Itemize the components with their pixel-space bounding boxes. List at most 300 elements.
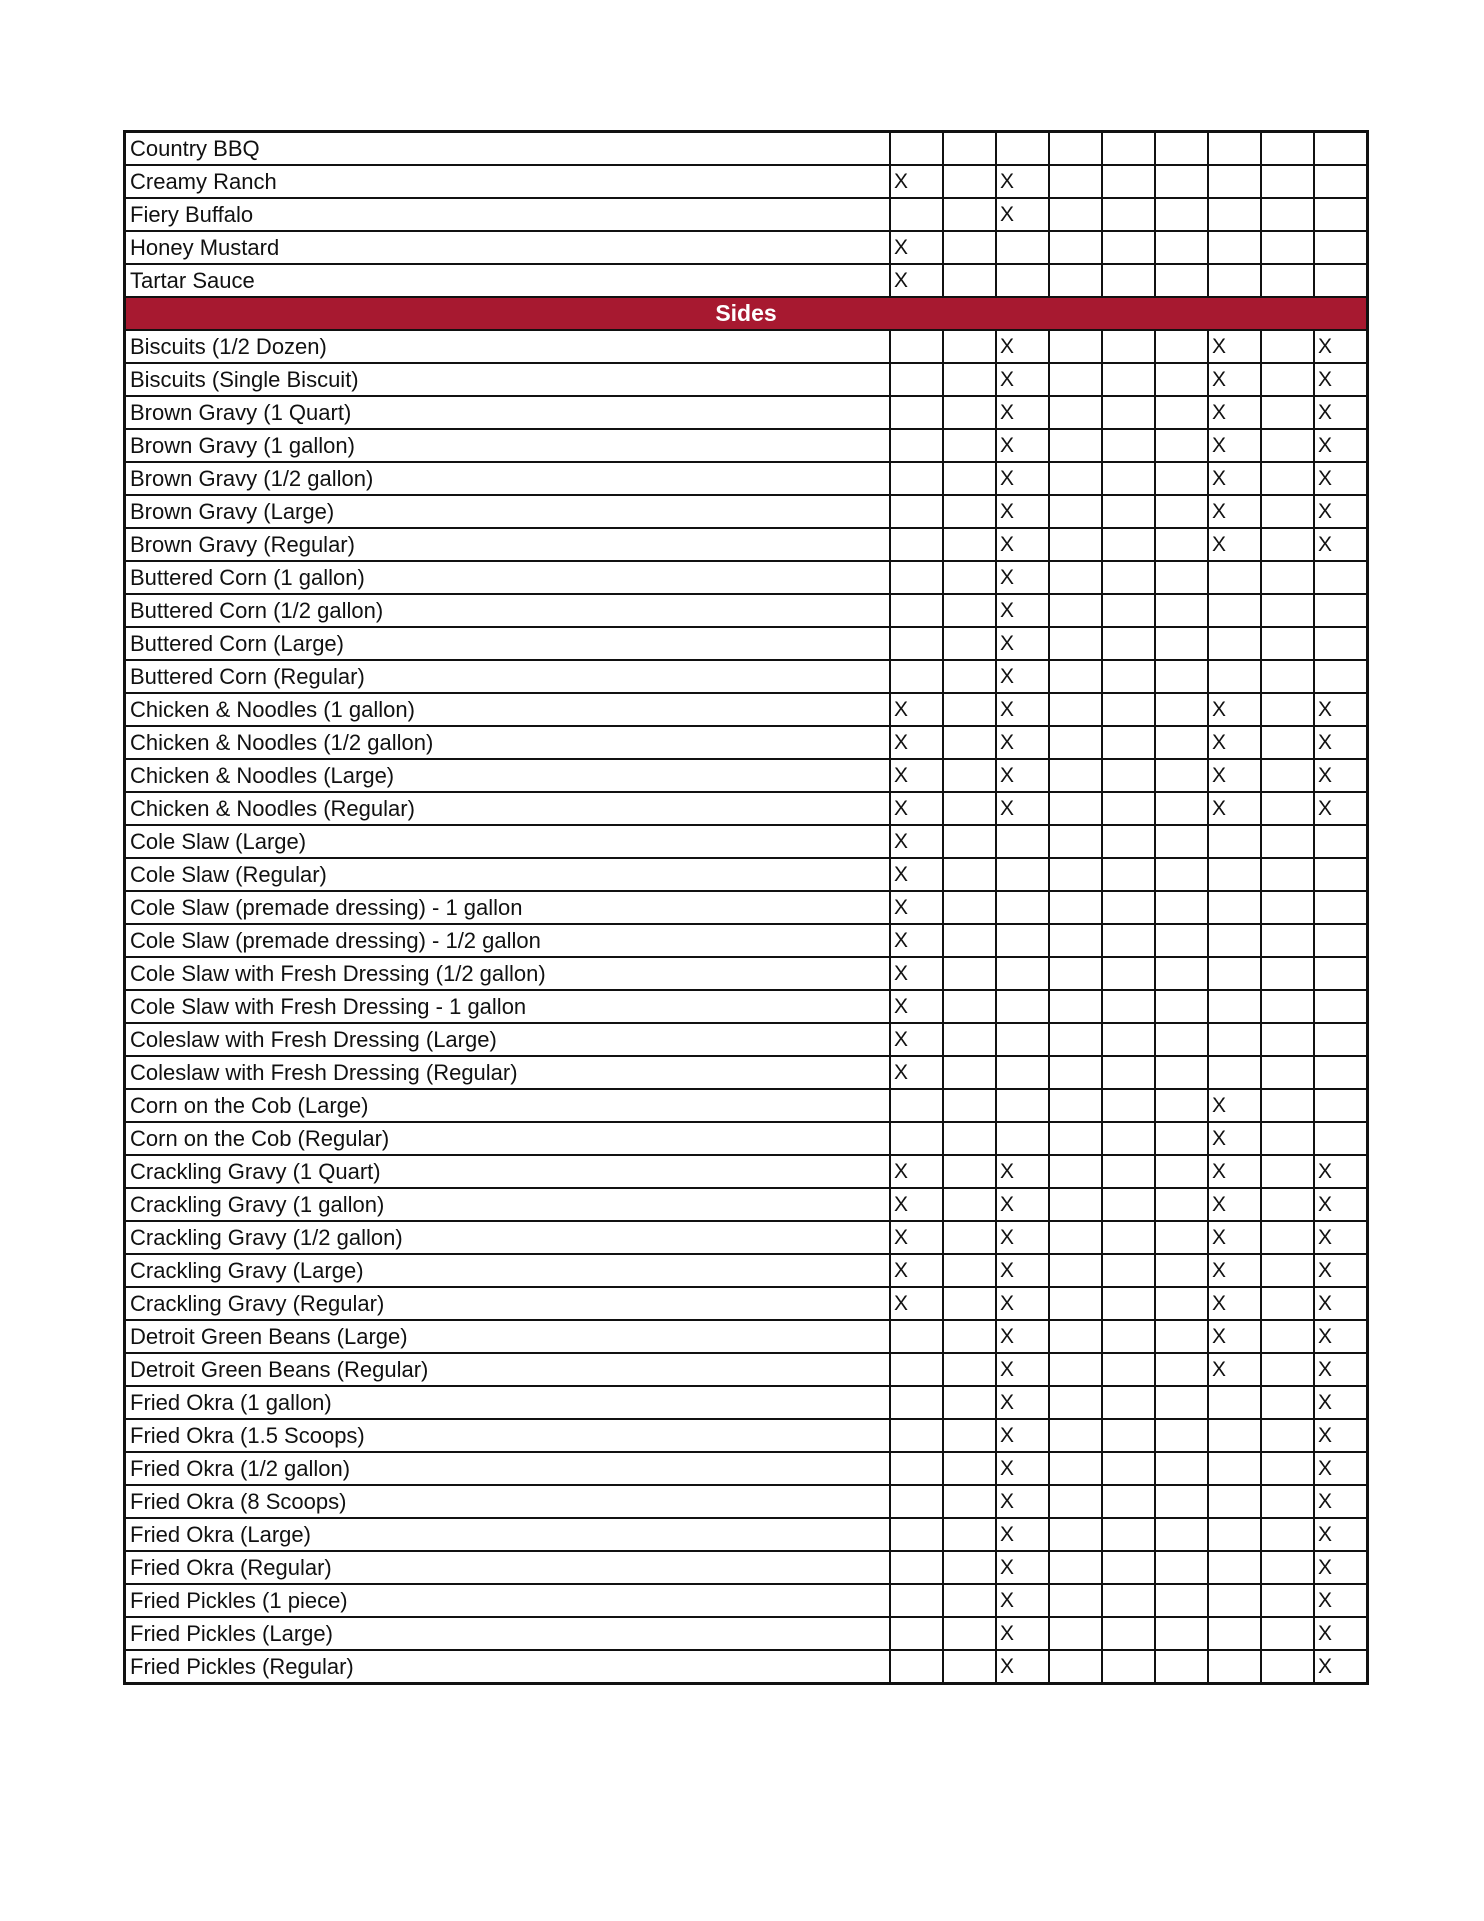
mark-cell bbox=[943, 198, 996, 231]
mark-cell bbox=[1102, 1023, 1155, 1056]
mark-cell: X bbox=[996, 1254, 1049, 1287]
mark-cell bbox=[1208, 1617, 1261, 1650]
mark-cell bbox=[890, 330, 943, 363]
mark-cell bbox=[943, 1452, 996, 1485]
mark-cell bbox=[1049, 957, 1102, 990]
mark-cell: X bbox=[1208, 759, 1261, 792]
mark-cell bbox=[1155, 1650, 1208, 1684]
mark-cell bbox=[1102, 165, 1155, 198]
mark-cell bbox=[1155, 924, 1208, 957]
mark-cell bbox=[996, 231, 1049, 264]
mark-cell bbox=[890, 627, 943, 660]
mark-cell: X bbox=[1314, 1386, 1368, 1419]
mark-cell bbox=[943, 429, 996, 462]
mark-cell bbox=[1208, 1056, 1261, 1089]
mark-cell bbox=[890, 1518, 943, 1551]
item-name-cell: Fried Pickles (Large) bbox=[125, 1617, 891, 1650]
mark-cell bbox=[1155, 1221, 1208, 1254]
table-row bbox=[125, 759, 1368, 792]
mark-cell bbox=[1102, 1254, 1155, 1287]
item-name-cell: Detroit Green Beans (Regular) bbox=[125, 1353, 891, 1386]
table-row bbox=[125, 132, 1368, 166]
mark-cell bbox=[943, 957, 996, 990]
mark-cell bbox=[1261, 1584, 1314, 1617]
mark-cell bbox=[1155, 1617, 1208, 1650]
mark-cell bbox=[890, 528, 943, 561]
section-header-row bbox=[125, 297, 1368, 330]
mark-cell bbox=[1049, 858, 1102, 891]
mark-cell bbox=[943, 1485, 996, 1518]
mark-cell: X bbox=[1314, 495, 1368, 528]
mark-cell bbox=[890, 1650, 943, 1684]
mark-cell bbox=[1208, 627, 1261, 660]
mark-cell: X bbox=[1314, 759, 1368, 792]
mark-cell bbox=[1314, 1023, 1368, 1056]
mark-cell bbox=[1314, 858, 1368, 891]
mark-cell bbox=[943, 561, 996, 594]
mark-cell: X bbox=[890, 1023, 943, 1056]
mark-cell: X bbox=[996, 660, 1049, 693]
mark-cell bbox=[996, 1122, 1049, 1155]
mark-cell bbox=[1208, 1551, 1261, 1584]
mark-cell bbox=[1155, 858, 1208, 891]
mark-cell: X bbox=[996, 528, 1049, 561]
mark-cell bbox=[1049, 198, 1102, 231]
mark-cell: X bbox=[996, 429, 1049, 462]
mark-cell bbox=[1314, 264, 1368, 297]
mark-cell bbox=[1102, 1089, 1155, 1122]
mark-cell: X bbox=[1314, 792, 1368, 825]
mark-cell: X bbox=[1314, 1650, 1368, 1684]
mark-cell: X bbox=[1314, 1353, 1368, 1386]
mark-cell bbox=[1155, 132, 1208, 166]
mark-cell bbox=[1102, 528, 1155, 561]
mark-cell bbox=[1314, 1056, 1368, 1089]
mark-cell: X bbox=[996, 1551, 1049, 1584]
mark-cell bbox=[1155, 1551, 1208, 1584]
mark-cell bbox=[1102, 1386, 1155, 1419]
mark-cell bbox=[943, 660, 996, 693]
mark-cell bbox=[1208, 1452, 1261, 1485]
mark-cell bbox=[890, 1089, 943, 1122]
mark-cell bbox=[1102, 891, 1155, 924]
item-name-cell: Fried Okra (1.5 Scoops) bbox=[125, 1419, 891, 1452]
mark-cell bbox=[1102, 231, 1155, 264]
mark-cell: X bbox=[1208, 1287, 1261, 1320]
mark-cell bbox=[1208, 1518, 1261, 1551]
mark-cell bbox=[1261, 1650, 1314, 1684]
mark-cell bbox=[1208, 1386, 1261, 1419]
mark-cell: X bbox=[890, 825, 943, 858]
mark-cell bbox=[1155, 990, 1208, 1023]
mark-cell: X bbox=[996, 1221, 1049, 1254]
mark-cell bbox=[1049, 1320, 1102, 1353]
mark-cell: X bbox=[890, 726, 943, 759]
item-name-cell: Detroit Green Beans (Large) bbox=[125, 1320, 891, 1353]
mark-cell: X bbox=[890, 1254, 943, 1287]
mark-cell: X bbox=[1208, 1188, 1261, 1221]
mark-cell bbox=[890, 1386, 943, 1419]
mark-cell bbox=[996, 132, 1049, 166]
mark-cell bbox=[890, 462, 943, 495]
mark-cell bbox=[890, 363, 943, 396]
table-row bbox=[125, 462, 1368, 495]
mark-cell bbox=[1208, 1650, 1261, 1684]
item-name-cell: Chicken & Noodles (Regular) bbox=[125, 792, 891, 825]
item-name-cell: Cole Slaw (premade dressing) - 1/2 gallon bbox=[125, 924, 891, 957]
mark-cell bbox=[1049, 495, 1102, 528]
table-row bbox=[125, 990, 1368, 1023]
mark-cell bbox=[1314, 594, 1368, 627]
mark-cell: X bbox=[1208, 429, 1261, 462]
mark-cell: X bbox=[1208, 693, 1261, 726]
mark-cell: X bbox=[890, 1056, 943, 1089]
mark-cell bbox=[1049, 594, 1102, 627]
item-name-cell: Brown Gravy (Regular) bbox=[125, 528, 891, 561]
mark-cell bbox=[890, 495, 943, 528]
mark-cell bbox=[1049, 462, 1102, 495]
mark-cell bbox=[1155, 759, 1208, 792]
mark-cell bbox=[943, 528, 996, 561]
mark-cell bbox=[1314, 231, 1368, 264]
mark-cell bbox=[1261, 1056, 1314, 1089]
mark-cell: X bbox=[1314, 1254, 1368, 1287]
mark-cell bbox=[943, 330, 996, 363]
table-row bbox=[125, 1551, 1368, 1584]
mark-cell bbox=[943, 1023, 996, 1056]
mark-cell bbox=[1314, 924, 1368, 957]
mark-cell bbox=[1208, 858, 1261, 891]
mark-cell bbox=[1261, 792, 1314, 825]
mark-cell bbox=[1102, 1188, 1155, 1221]
table-row bbox=[125, 1584, 1368, 1617]
mark-cell bbox=[1261, 330, 1314, 363]
mark-cell bbox=[1208, 594, 1261, 627]
mark-cell bbox=[1155, 1452, 1208, 1485]
table-row bbox=[125, 429, 1368, 462]
mark-cell bbox=[1314, 990, 1368, 1023]
table-row bbox=[125, 957, 1368, 990]
mark-cell: X bbox=[996, 1584, 1049, 1617]
mark-cell bbox=[890, 660, 943, 693]
item-name-cell: Cole Slaw (Large) bbox=[125, 825, 891, 858]
mark-cell bbox=[1261, 1287, 1314, 1320]
mark-cell bbox=[1314, 1089, 1368, 1122]
mark-cell bbox=[1155, 363, 1208, 396]
mark-cell bbox=[1261, 1419, 1314, 1452]
mark-cell bbox=[1261, 1320, 1314, 1353]
mark-cell bbox=[1102, 627, 1155, 660]
mark-cell bbox=[1049, 693, 1102, 726]
mark-cell bbox=[1155, 396, 1208, 429]
item-name-cell: Crackling Gravy (1/2 gallon) bbox=[125, 1221, 891, 1254]
mark-cell bbox=[943, 759, 996, 792]
mark-cell bbox=[943, 165, 996, 198]
mark-cell bbox=[1049, 1584, 1102, 1617]
mark-cell bbox=[943, 363, 996, 396]
mark-cell: X bbox=[996, 1617, 1049, 1650]
mark-cell bbox=[1314, 561, 1368, 594]
mark-cell: X bbox=[1208, 1089, 1261, 1122]
mark-cell bbox=[890, 1419, 943, 1452]
mark-cell bbox=[996, 1056, 1049, 1089]
mark-cell bbox=[1208, 825, 1261, 858]
mark-cell bbox=[943, 1419, 996, 1452]
mark-cell bbox=[1102, 957, 1155, 990]
item-name-cell: Fiery Buffalo bbox=[125, 198, 891, 231]
mark-cell bbox=[1208, 132, 1261, 166]
mark-cell bbox=[1102, 594, 1155, 627]
mark-cell bbox=[1261, 429, 1314, 462]
mark-cell bbox=[1049, 528, 1102, 561]
mark-cell bbox=[1208, 561, 1261, 594]
item-name-cell: Coleslaw with Fresh Dressing (Large) bbox=[125, 1023, 891, 1056]
mark-cell: X bbox=[1208, 1353, 1261, 1386]
mark-cell: X bbox=[996, 165, 1049, 198]
item-name-cell: Buttered Corn (1/2 gallon) bbox=[125, 594, 891, 627]
mark-cell bbox=[1314, 198, 1368, 231]
item-name-cell: Fried Okra (8 Scoops) bbox=[125, 1485, 891, 1518]
mark-cell bbox=[1102, 363, 1155, 396]
mark-cell bbox=[1049, 726, 1102, 759]
mark-cell: X bbox=[996, 594, 1049, 627]
mark-cell bbox=[1102, 396, 1155, 429]
item-name-cell: Fried Okra (1/2 gallon) bbox=[125, 1452, 891, 1485]
table-row bbox=[125, 1188, 1368, 1221]
table-row bbox=[125, 561, 1368, 594]
mark-cell bbox=[1208, 1584, 1261, 1617]
mark-cell bbox=[1049, 561, 1102, 594]
mark-cell bbox=[1049, 1650, 1102, 1684]
mark-cell bbox=[1314, 627, 1368, 660]
mark-cell: X bbox=[890, 165, 943, 198]
mark-cell: X bbox=[890, 231, 943, 264]
mark-cell: X bbox=[1314, 1584, 1368, 1617]
mark-cell bbox=[1314, 1122, 1368, 1155]
mark-cell bbox=[1049, 396, 1102, 429]
mark-cell: X bbox=[1208, 1221, 1261, 1254]
mark-cell bbox=[1314, 660, 1368, 693]
mark-cell bbox=[1155, 1485, 1208, 1518]
mark-cell: X bbox=[996, 627, 1049, 660]
mark-cell bbox=[1102, 693, 1155, 726]
mark-cell: X bbox=[996, 1518, 1049, 1551]
mark-cell bbox=[943, 1056, 996, 1089]
mark-cell bbox=[1102, 561, 1155, 594]
mark-cell bbox=[1049, 1188, 1102, 1221]
table-row bbox=[125, 396, 1368, 429]
mark-cell: X bbox=[1314, 1221, 1368, 1254]
mark-cell bbox=[1102, 1287, 1155, 1320]
mark-cell bbox=[1049, 990, 1102, 1023]
item-name-cell: Buttered Corn (Regular) bbox=[125, 660, 891, 693]
mark-cell: X bbox=[1314, 1617, 1368, 1650]
mark-cell bbox=[1102, 990, 1155, 1023]
item-name-cell: Corn on the Cob (Large) bbox=[125, 1089, 891, 1122]
mark-cell bbox=[943, 132, 996, 166]
mark-cell bbox=[1049, 231, 1102, 264]
mark-cell bbox=[1102, 726, 1155, 759]
mark-cell bbox=[1049, 1518, 1102, 1551]
mark-cell bbox=[1261, 1353, 1314, 1386]
item-name-cell: Honey Mustard bbox=[125, 231, 891, 264]
mark-cell bbox=[1049, 1155, 1102, 1188]
table-row bbox=[125, 528, 1368, 561]
mark-cell bbox=[1155, 231, 1208, 264]
mark-cell: X bbox=[996, 1353, 1049, 1386]
mark-cell bbox=[996, 1023, 1049, 1056]
table-row bbox=[125, 264, 1368, 297]
item-name-cell: Fried Okra (Large) bbox=[125, 1518, 891, 1551]
mark-cell bbox=[1314, 891, 1368, 924]
mark-cell bbox=[1049, 1485, 1102, 1518]
mark-cell: X bbox=[1314, 1188, 1368, 1221]
mark-cell: X bbox=[890, 693, 943, 726]
mark-cell: X bbox=[890, 924, 943, 957]
mark-cell bbox=[890, 1617, 943, 1650]
mark-cell bbox=[1261, 759, 1314, 792]
item-name-cell: Buttered Corn (1 gallon) bbox=[125, 561, 891, 594]
mark-cell bbox=[1155, 660, 1208, 693]
item-name-cell: Chicken & Noodles (1/2 gallon) bbox=[125, 726, 891, 759]
mark-cell bbox=[890, 1320, 943, 1353]
mark-cell bbox=[1261, 1254, 1314, 1287]
mark-cell: X bbox=[890, 1155, 943, 1188]
mark-cell bbox=[890, 1551, 943, 1584]
mark-cell bbox=[1102, 660, 1155, 693]
mark-cell: X bbox=[996, 1155, 1049, 1188]
item-name-cell: Crackling Gravy (Regular) bbox=[125, 1287, 891, 1320]
mark-cell: X bbox=[1314, 1518, 1368, 1551]
mark-cell: X bbox=[1314, 330, 1368, 363]
mark-cell bbox=[1155, 1287, 1208, 1320]
mark-cell bbox=[1155, 792, 1208, 825]
mark-cell: X bbox=[1314, 528, 1368, 561]
table-row bbox=[125, 1452, 1368, 1485]
mark-cell bbox=[1102, 1353, 1155, 1386]
mark-cell bbox=[1155, 561, 1208, 594]
mark-cell bbox=[1261, 990, 1314, 1023]
table-row bbox=[125, 363, 1368, 396]
mark-cell bbox=[1049, 429, 1102, 462]
mark-cell bbox=[890, 1452, 943, 1485]
mark-cell bbox=[890, 1485, 943, 1518]
mark-cell bbox=[943, 594, 996, 627]
mark-cell bbox=[1155, 693, 1208, 726]
mark-cell bbox=[943, 462, 996, 495]
table-row bbox=[125, 1254, 1368, 1287]
mark-cell bbox=[1261, 726, 1314, 759]
mark-cell bbox=[943, 1386, 996, 1419]
mark-cell bbox=[1208, 660, 1261, 693]
table-row bbox=[125, 1518, 1368, 1551]
mark-cell: X bbox=[996, 1485, 1049, 1518]
table-row bbox=[125, 924, 1368, 957]
mark-cell bbox=[1155, 1386, 1208, 1419]
mark-cell bbox=[943, 1155, 996, 1188]
mark-cell: X bbox=[1208, 1254, 1261, 1287]
mark-cell bbox=[1102, 429, 1155, 462]
mark-cell bbox=[1155, 1188, 1208, 1221]
mark-cell: X bbox=[996, 363, 1049, 396]
item-name-cell: Country BBQ bbox=[125, 132, 891, 166]
mark-cell bbox=[1208, 891, 1261, 924]
mark-cell bbox=[1155, 264, 1208, 297]
mark-cell bbox=[1049, 1386, 1102, 1419]
mark-cell bbox=[1208, 957, 1261, 990]
mark-cell bbox=[1102, 1518, 1155, 1551]
mark-cell: X bbox=[890, 957, 943, 990]
mark-cell bbox=[1102, 264, 1155, 297]
mark-cell: X bbox=[1208, 726, 1261, 759]
mark-cell bbox=[1261, 198, 1314, 231]
table-row bbox=[125, 231, 1368, 264]
section-header-label: Sides bbox=[125, 297, 1368, 330]
mark-cell bbox=[1261, 1386, 1314, 1419]
item-name-cell: Crackling Gravy (1 Quart) bbox=[125, 1155, 891, 1188]
mark-cell: X bbox=[996, 561, 1049, 594]
mark-cell bbox=[1261, 693, 1314, 726]
mark-cell: X bbox=[890, 1287, 943, 1320]
mark-cell bbox=[943, 693, 996, 726]
mark-cell bbox=[1155, 528, 1208, 561]
mark-cell: X bbox=[1208, 792, 1261, 825]
table-row bbox=[125, 1089, 1368, 1122]
mark-cell bbox=[943, 495, 996, 528]
mark-cell bbox=[1208, 990, 1261, 1023]
mark-cell bbox=[1049, 1452, 1102, 1485]
mark-cell: X bbox=[1314, 1485, 1368, 1518]
mark-cell bbox=[943, 924, 996, 957]
item-name-cell: Chicken & Noodles (Large) bbox=[125, 759, 891, 792]
mark-cell bbox=[1102, 1452, 1155, 1485]
mark-cell: X bbox=[1208, 330, 1261, 363]
mark-cell: X bbox=[1314, 1419, 1368, 1452]
mark-cell bbox=[1049, 1287, 1102, 1320]
mark-cell bbox=[943, 1287, 996, 1320]
mark-cell bbox=[1261, 627, 1314, 660]
item-name-cell: Coleslaw with Fresh Dressing (Regular) bbox=[125, 1056, 891, 1089]
mark-cell bbox=[1155, 1155, 1208, 1188]
table-row bbox=[125, 1056, 1368, 1089]
item-name-cell: Brown Gravy (1/2 gallon) bbox=[125, 462, 891, 495]
mark-cell bbox=[1102, 1551, 1155, 1584]
mark-cell bbox=[890, 1584, 943, 1617]
mark-cell: X bbox=[996, 1287, 1049, 1320]
mark-cell bbox=[1102, 1122, 1155, 1155]
table-row bbox=[125, 858, 1368, 891]
table-row bbox=[125, 1419, 1368, 1452]
mark-cell bbox=[943, 726, 996, 759]
item-name-cell: Tartar Sauce bbox=[125, 264, 891, 297]
mark-cell bbox=[943, 1518, 996, 1551]
mark-cell bbox=[1102, 495, 1155, 528]
item-name-cell: Cole Slaw (premade dressing) - 1 gallon bbox=[125, 891, 891, 924]
mark-cell bbox=[1261, 561, 1314, 594]
mark-cell bbox=[943, 231, 996, 264]
mark-cell bbox=[890, 1122, 943, 1155]
mark-cell bbox=[943, 858, 996, 891]
mark-cell bbox=[1102, 1650, 1155, 1684]
mark-cell: X bbox=[1314, 1551, 1368, 1584]
mark-cell bbox=[1102, 924, 1155, 957]
mark-cell bbox=[1155, 1353, 1208, 1386]
mark-cell bbox=[996, 858, 1049, 891]
mark-cell bbox=[1208, 1023, 1261, 1056]
table-row bbox=[125, 1287, 1368, 1320]
mark-cell bbox=[890, 198, 943, 231]
table-body bbox=[125, 132, 1368, 1684]
